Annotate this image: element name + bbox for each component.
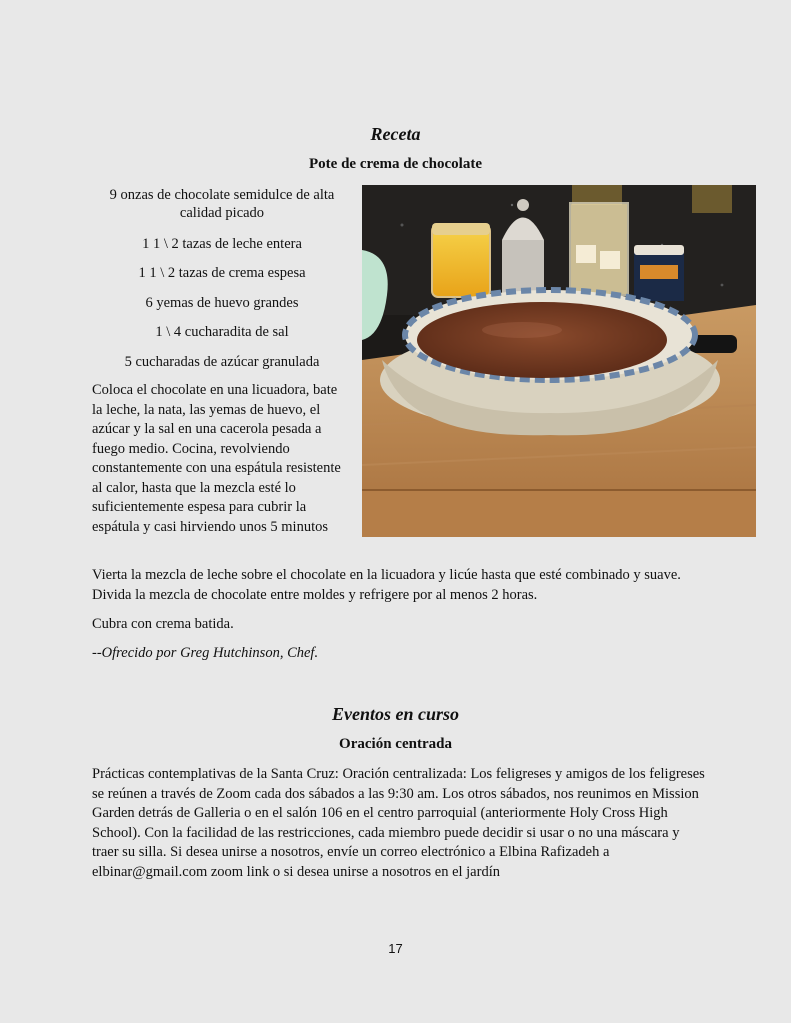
credit-dash: -- (92, 645, 102, 661)
event-title: Oración centrada (339, 736, 452, 752)
recipe-step-3: Cubra con crema batida. (92, 616, 234, 632)
recipe-credit (92, 644, 712, 664)
events-section-title: Eventos en curso (331, 704, 459, 724)
chocolate-cream-photo (362, 185, 756, 537)
recipe-step-2: Vierta la mezcla de leche sobre el chocolate en la licuadora y licúe hasta que esté combinado y suave. Divida la mezcla de chocolate entre moldes y refrigere por al menos 2 horas. (92, 567, 681, 603)
photo-illustration (362, 185, 756, 537)
recipe-section-title: Receta (370, 124, 421, 144)
ingredient-2: 1 1 \ 2 tazas de leche entera (142, 236, 302, 252)
ingredient-5: 1 \ 4 cucharadita de sal (155, 324, 289, 340)
ingredient-6: 5 cucharadas de azúcar granulada (124, 354, 320, 370)
recipe-step-1: Coloca el chocolate en una licuadora, bate la leche, la nata, las yemas de huevo, el azúcar y la sal en una cacerola pesada a fuego medio. Cocina, revolviendo constantemente con una espátula resistente al calor, hasta que la mezcla esté lo suficientemente espesa para cubrir la espátula y casi hirviendo unos 5 minutos (92, 382, 341, 535)
ingredient-4: 6 yemas de huevo grandes (145, 295, 299, 311)
event-description: Prácticas contemplativas de la Santa Cruz: Oración centralizada: Los feligreses y amigos de los feligreses se reúnen a través de Zoom cada dos sábados a las 9:30 am. Los otros sábados, nos reunimos en Mission Garden detrás de Galleria o en el salón 106 en el centro parroquial (anteriormente Holy Cross High School). Con la facilidad de las restricciones, cada miembro puede decidir si usar o no una máscara y traer su silla. Si desea unirse a nosotros, envíe un correo electrónico a Elbina Rafizadeh a elbinar@gmail.com zoom link o si desea unirse a nosotros en el jardín (92, 766, 705, 880)
page-number: 17 (388, 941, 403, 956)
ingredient-3: 1 1 \ 2 tazas de crema espesa (138, 265, 306, 281)
dish-title: Pote de crema de chocolate (309, 156, 482, 172)
credit-text: Ofrecido por Greg Hutchinson, Chef. (101, 645, 319, 661)
ingredient-1: 9 onzas de chocolate semidulce de alta calidad picado (109, 187, 335, 221)
